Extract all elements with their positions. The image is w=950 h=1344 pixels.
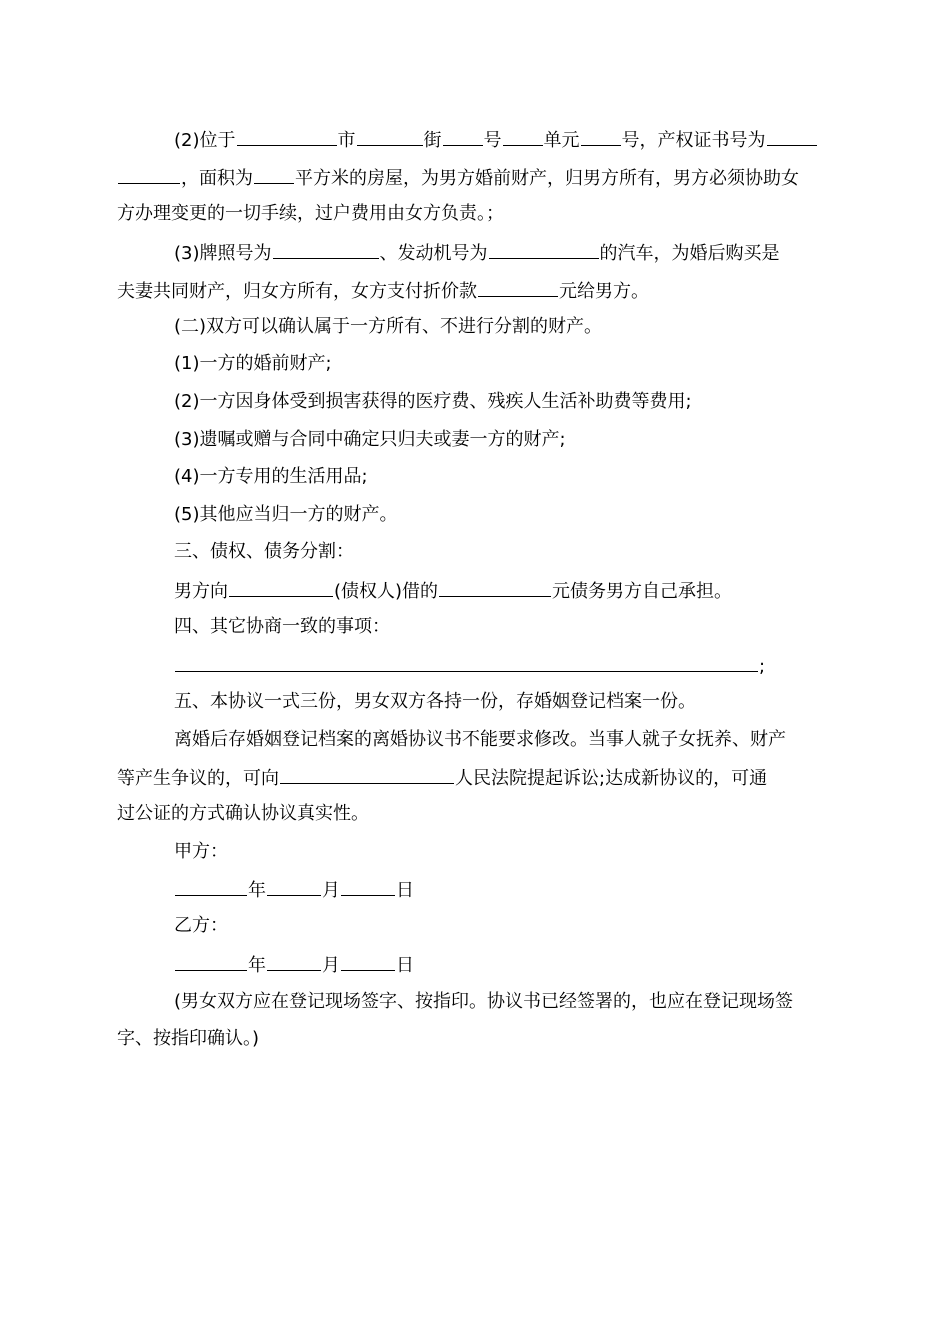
text: 年: [248, 955, 266, 976]
text: 市: [337, 130, 356, 151]
text: 等产生争议的，可向: [117, 768, 279, 789]
text: 号，产权证书号为: [621, 130, 766, 151]
blank-field[interactable]: [175, 877, 247, 896]
text: 、发动机号为: [379, 243, 488, 264]
paragraph-house-line2: [117, 165, 799, 191]
text: 日: [396, 955, 414, 976]
blank-field[interactable]: [118, 165, 180, 184]
paragraph-car-line2: [117, 278, 649, 304]
note-line: (男女双方应在登记现场签字、按指印。协议书已经签署的，也应在登记现场签: [174, 991, 794, 1012]
blank-field[interactable]: [489, 240, 599, 259]
list-item: (4)一方专用的生活用品;: [174, 466, 368, 487]
blank-field[interactable]: [439, 578, 551, 597]
text: 人民法院提起诉讼;达成新协议的，可通: [455, 768, 768, 789]
paragraph-house-line1: [174, 127, 818, 153]
text: 月: [322, 880, 340, 901]
blank-field[interactable]: [581, 127, 621, 146]
blank-field[interactable]: [341, 952, 395, 971]
text: (3)牌照号为: [174, 243, 272, 264]
list-item: (5)其他应当归一方的财产。: [174, 504, 398, 525]
text: 号: [483, 130, 502, 151]
blank-field[interactable]: [175, 653, 758, 672]
blank-field[interactable]: [229, 578, 333, 597]
blank-field[interactable]: [503, 127, 543, 146]
text: ;: [759, 656, 766, 677]
blank-field[interactable]: [357, 127, 423, 146]
blank-field[interactable]: [341, 877, 395, 896]
party-a-label: 甲方：: [174, 841, 228, 862]
text: 平方米的房屋，为男方婚前财产，归男方所有，男方必须协助女: [295, 168, 799, 189]
list-item: (2)一方因身体受到损害获得的医疗费、残疾人生活补助费等费用;: [174, 391, 692, 412]
paragraph-line: 过公证的方式确认协议真实性。: [117, 803, 369, 824]
section-heading: 五、本协议一式三份，男女双方各持一份，存婚姻登记档案一份。: [174, 691, 696, 712]
blank-field[interactable]: [267, 877, 321, 896]
note-line: 字、按指印确认。): [117, 1028, 260, 1049]
text: 夫妻共同财产，归女方所有，女方支付折价款: [117, 281, 477, 302]
section-heading: (二)双方可以确认属于一方所有、不进行分割的财产。: [174, 316, 603, 337]
date-line-b: [174, 952, 414, 978]
date-line-a: [174, 877, 414, 903]
text: 年: [248, 880, 266, 901]
text: 日: [396, 880, 414, 901]
party-b-label: 乙方：: [174, 915, 228, 936]
blank-field[interactable]: [767, 127, 817, 146]
text: ，面积为: [181, 168, 253, 189]
text: 街: [423, 130, 442, 151]
paragraph-line: [117, 765, 767, 791]
blank-field[interactable]: [478, 278, 558, 297]
blank-field[interactable]: [175, 952, 247, 971]
text: 单元: [543, 130, 580, 151]
section-heading: 三、债权、债务分割：: [174, 541, 354, 562]
text: 元债务男方自己承担。: [552, 581, 733, 602]
paragraph-car-line1: [174, 240, 780, 266]
blank-field[interactable]: [273, 240, 379, 259]
text: 的汽车，为婚后购买是: [599, 243, 780, 264]
paragraph-line: 离婚后存婚姻登记档案的离婚协议书不能要求修改。当事人就子女抚养、财产: [174, 729, 786, 750]
paragraph-house-line3: 方办理变更的一切手续，过户费用由女方负责。；: [117, 203, 504, 224]
text: 男方向: [174, 581, 228, 602]
text: 元给男方。: [559, 281, 649, 302]
blank-field[interactable]: [267, 952, 321, 971]
other-matters-line: [174, 653, 765, 679]
blank-field[interactable]: [237, 127, 337, 146]
section-heading: 四、其它协商一致的事项：: [174, 616, 390, 637]
blank-field[interactable]: [443, 127, 483, 146]
list-item: (3)遗嘱或赠与合同中确定只归夫或妻一方的财产;: [174, 429, 566, 450]
blank-field[interactable]: [254, 165, 294, 184]
list-item: (1)一方的婚前财产;: [174, 353, 332, 374]
text: 月: [322, 955, 340, 976]
debt-line: [174, 578, 732, 604]
text: (2)位于: [174, 130, 236, 151]
text: (债权人)借的: [334, 581, 439, 602]
blank-field[interactable]: [280, 765, 454, 784]
